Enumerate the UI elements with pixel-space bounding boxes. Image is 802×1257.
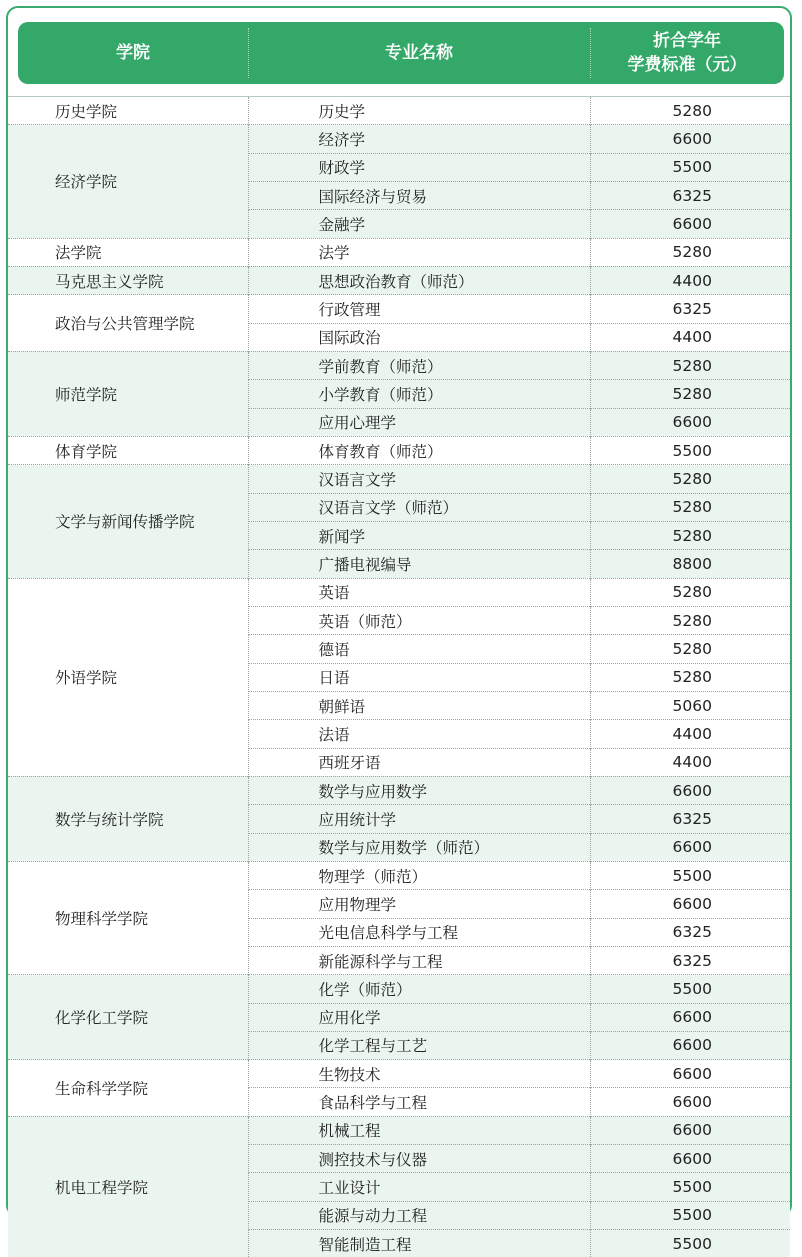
table-row <box>8 1060 790 1088</box>
fee-cell: 6600 <box>590 1116 790 1144</box>
college-cell: 师范学院 <box>8 351 248 436</box>
table-header <box>18 22 784 84</box>
fee-cell: 5280 <box>590 351 790 379</box>
college-cell: 化学化工学院 <box>8 975 248 1060</box>
fee-cell: 6600 <box>590 125 790 153</box>
major-cell: 历史学 <box>248 97 590 125</box>
major-cell: 应用物理学 <box>248 890 590 918</box>
major-cell: 数学与应用数学（师范） <box>248 833 590 861</box>
major-cell: 国际政治 <box>248 323 590 351</box>
fee-cell: 5060 <box>590 691 790 719</box>
major-cell: 化学工程与工艺 <box>248 1031 590 1059</box>
major-cell: 新闻学 <box>248 521 590 549</box>
major-cell: 工业设计 <box>248 1173 590 1201</box>
fee-cell: 5280 <box>590 606 790 634</box>
fee-cell: 5500 <box>590 153 790 181</box>
major-cell: 法语 <box>248 720 590 748</box>
fee-cell: 6325 <box>590 295 790 323</box>
fee-cell: 6600 <box>590 776 790 804</box>
college-cell: 历史学院 <box>8 97 248 125</box>
major-cell: 体育教育（师范） <box>248 436 590 464</box>
fee-cell: 5280 <box>590 578 790 606</box>
table-row <box>8 776 790 804</box>
college-cell: 政治与公共管理学院 <box>8 295 248 352</box>
major-cell: 汉语言文学（师范） <box>248 493 590 521</box>
fee-cell: 5500 <box>590 1201 790 1229</box>
fee-cell: 6600 <box>590 210 790 238</box>
major-cell: 行政管理 <box>248 295 590 323</box>
major-cell: 西班牙语 <box>248 748 590 776</box>
college-cell: 马克思主义学院 <box>8 266 248 294</box>
major-cell: 数学与应用数学 <box>248 776 590 804</box>
major-cell: 金融学 <box>248 210 590 238</box>
fee-cell: 5280 <box>590 465 790 493</box>
table-row <box>8 125 790 153</box>
major-cell: 物理学（师范） <box>248 861 590 889</box>
fee-cell: 4400 <box>590 720 790 748</box>
major-cell: 汉语言文学 <box>248 465 590 493</box>
college-cell: 物理科学学院 <box>8 861 248 974</box>
fee-cell: 5500 <box>590 1230 790 1257</box>
table-row <box>8 436 790 464</box>
major-cell: 英语（师范） <box>248 606 590 634</box>
fee-cell: 6600 <box>590 1003 790 1031</box>
major-cell: 测控技术与仪器 <box>248 1145 590 1173</box>
fee-cell: 6325 <box>590 946 790 974</box>
college-cell: 机电工程学院 <box>8 1116 248 1257</box>
major-cell: 国际经济与贸易 <box>248 181 590 209</box>
fee-cell: 5280 <box>590 663 790 691</box>
major-cell: 思想政治教育（师范） <box>248 266 590 294</box>
fee-cell: 5280 <box>590 238 790 266</box>
fee-cell: 6600 <box>590 1088 790 1116</box>
major-cell: 学前教育（师范） <box>248 351 590 379</box>
table-row <box>8 266 790 294</box>
fee-cell: 4400 <box>590 323 790 351</box>
major-cell: 德语 <box>248 635 590 663</box>
major-cell: 朝鲜语 <box>248 691 590 719</box>
major-cell: 智能制造工程 <box>248 1230 590 1257</box>
fee-cell: 6325 <box>590 805 790 833</box>
table-row <box>8 238 790 266</box>
fee-cell: 5280 <box>590 380 790 408</box>
table-row <box>8 975 790 1003</box>
table-row <box>8 578 790 606</box>
college-cell: 体育学院 <box>8 436 248 464</box>
major-cell: 应用统计学 <box>248 805 590 833</box>
fee-cell: 8800 <box>590 550 790 578</box>
fee-cell: 5280 <box>590 635 790 663</box>
major-cell: 应用化学 <box>248 1003 590 1031</box>
fee-cell: 5280 <box>590 521 790 549</box>
college-cell: 文学与新闻传播学院 <box>8 465 248 578</box>
table-row <box>8 295 790 323</box>
fee-cell: 6600 <box>590 890 790 918</box>
college-cell: 生命科学学院 <box>8 1060 248 1117</box>
table-row <box>8 465 790 493</box>
fee-table-frame <box>6 6 792 1217</box>
fee-cell: 6600 <box>590 833 790 861</box>
major-cell: 广播电视编导 <box>248 550 590 578</box>
college-cell: 数学与统计学院 <box>8 776 248 861</box>
major-cell: 经济学 <box>248 125 590 153</box>
major-cell: 机械工程 <box>248 1116 590 1144</box>
major-cell: 法学 <box>248 238 590 266</box>
major-cell: 应用心理学 <box>248 408 590 436</box>
table-row <box>8 97 790 125</box>
header-college: 学院 <box>18 22 248 84</box>
fee-cell: 5500 <box>590 861 790 889</box>
major-cell: 能源与动力工程 <box>248 1201 590 1229</box>
table-row <box>8 1116 790 1144</box>
major-cell: 英语 <box>248 578 590 606</box>
fee-table-body <box>8 97 790 1257</box>
major-cell: 新能源科学与工程 <box>248 946 590 974</box>
major-cell: 日语 <box>248 663 590 691</box>
fee-cell: 5500 <box>590 1173 790 1201</box>
major-cell: 光电信息科学与工程 <box>248 918 590 946</box>
fee-cell: 5500 <box>590 975 790 1003</box>
major-cell: 财政学 <box>248 153 590 181</box>
header-major: 专业名称 <box>248 22 590 84</box>
table-row <box>8 351 790 379</box>
fee-cell: 5280 <box>590 97 790 125</box>
fee-cell: 5500 <box>590 436 790 464</box>
fee-cell: 6600 <box>590 1031 790 1059</box>
major-cell: 化学（师范） <box>248 975 590 1003</box>
fee-cell: 6325 <box>590 181 790 209</box>
fee-cell: 4400 <box>590 748 790 776</box>
major-cell: 小学教育（师范） <box>248 380 590 408</box>
college-cell: 外语学院 <box>8 578 248 776</box>
header-fee <box>590 22 784 84</box>
fee-table <box>8 96 790 1257</box>
fee-cell: 6600 <box>590 408 790 436</box>
fee-cell: 6325 <box>590 918 790 946</box>
fee-cell: 4400 <box>590 266 790 294</box>
major-cell: 食品科学与工程 <box>248 1088 590 1116</box>
major-cell: 生物技术 <box>248 1060 590 1088</box>
fee-cell: 6600 <box>590 1060 790 1088</box>
table-row <box>8 861 790 889</box>
header-fee-line2: 学费标准（元） <box>628 53 747 77</box>
fee-cell: 5280 <box>590 493 790 521</box>
college-cell: 法学院 <box>8 238 248 266</box>
college-cell: 经济学院 <box>8 125 248 238</box>
fee-cell: 6600 <box>590 1145 790 1173</box>
header-fee-line1: 折合学年 <box>653 29 721 53</box>
